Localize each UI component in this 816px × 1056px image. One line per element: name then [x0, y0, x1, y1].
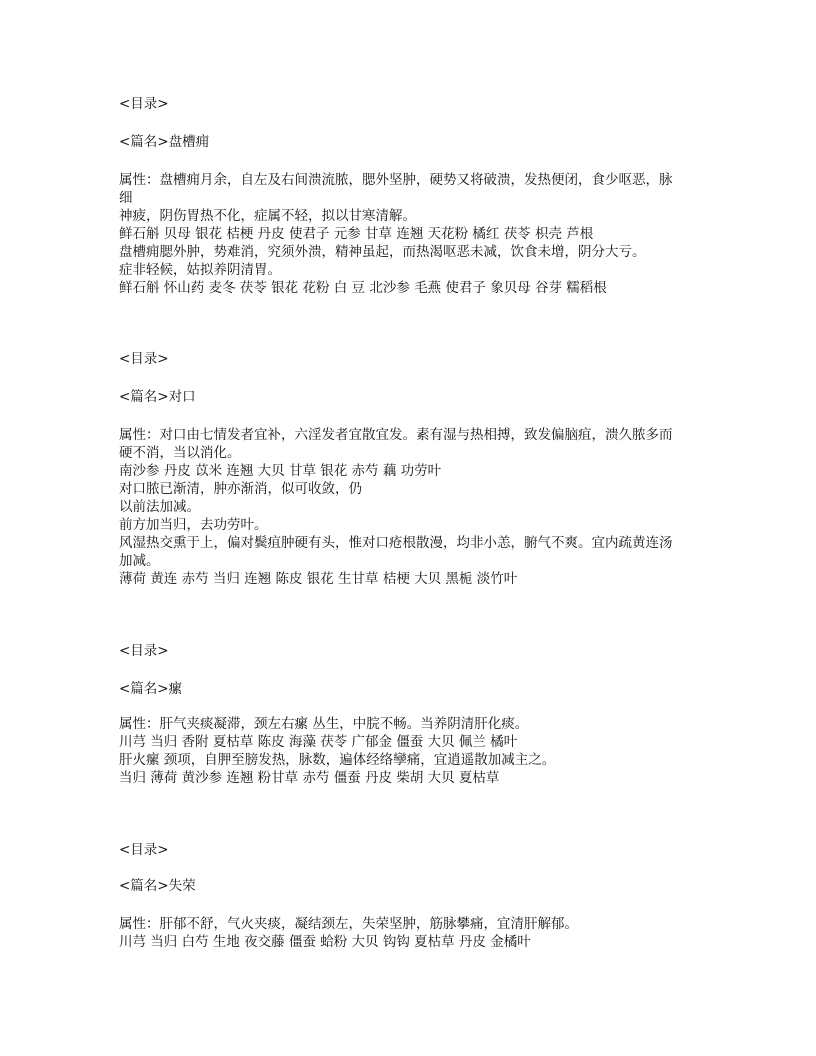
text-line: 盘槽痈腮外肿，势难消，究须外溃，精神虽起，而热渴呕恶未减，饮食未增，阴分大亏。 — [119, 244, 646, 260]
toc-marker: <目录> — [119, 643, 169, 659]
herb-list: 川芎 当归 白芍 生地 夜交藤 僵蚕 蛤粉 大贝 钩钩 夏枯草 丹皮 金橘叶 — [119, 934, 531, 950]
toc-marker: <目录> — [119, 351, 169, 367]
section-title: <篇名>对口 — [119, 389, 196, 405]
herb-list: 川芎 当归 香附 夏枯草 陈皮 海藻 茯苓 广郁金 僵蚕 大贝 佩兰 橘叶 — [119, 734, 518, 750]
herb-list: 鲜石斛 贝母 银花 桔梗 丹皮 使君子 元参 甘草 连翘 天花粉 橘红 茯苓 枳壳 芦根 — [119, 226, 594, 242]
text-line: 症非轻候，姑拟养阴清胃。 — [119, 262, 281, 278]
section-title: <篇名>瘰 — [119, 681, 183, 697]
text-line: 加减。 — [119, 553, 160, 569]
text-line: 硬不消，当以消化。 — [119, 445, 241, 461]
attribute-text: 属性：肝郁不舒，气火夹痰，凝结颈左，失荣坚肿，筋脉攀痛，宜清肝解郁。 — [119, 916, 578, 932]
toc-marker: <目录> — [119, 842, 169, 858]
text-line: 细 — [119, 190, 133, 206]
herb-list: 当归 薄荷 黄沙参 连翘 粉甘草 赤芍 僵蚕 丹皮 柴胡 大贝 夏枯草 — [119, 770, 500, 786]
text-line: 前方加当归，去功劳叶。 — [119, 517, 268, 533]
toc-marker: <目录> — [119, 96, 169, 112]
attribute-text: 属性：肝气夹痰凝滞，颈左右瘰 丛生，中脘不畅。当养阴清肝化痰。 — [119, 716, 529, 732]
section-title: <篇名>盘槽痈 — [119, 134, 210, 150]
herb-list: 南沙参 丹皮 苡米 连翘 大贝 甘草 银花 赤芍 藕 功劳叶 — [119, 463, 442, 479]
text-line: 以前法加减。 — [119, 499, 200, 515]
section-title: <篇名>失荣 — [119, 878, 196, 894]
text-line: 肝火瘰 颈项，自胛至膀发热，脉数，遍体经络孿痛，宜逍遥散加减主之。 — [119, 752, 556, 768]
text-line: 对口脓已渐清，肿亦渐消，似可收敛，仍 — [119, 481, 362, 497]
attribute-text: 属性：盘槽痈月余，自左及右间溃流脓，腮外坚肿，硬势又将破溃，发热便闭，食少呕恶，脉 — [119, 172, 673, 188]
attribute-text: 属性：对口由七情发者宜补，六淫发者宜散宜发。素有湿与热相搏，致发偏脑疽，溃久脓多而 — [119, 427, 673, 443]
herb-list: 薄荷 黄连 赤芍 当归 连翘 陈皮 银花 生甘草 桔梗 大贝 黑栀 淡竹叶 — [119, 571, 518, 587]
text-line: 神疲，阴伤胃热不化，症属不轻，拟以甘寒清解。 — [119, 208, 416, 224]
herb-list: 鲜石斛 怀山药 麦冬 茯苓 银花 花粉 白 豆 北沙参 毛燕 使君子 象贝母 谷芽 糯稻根 — [119, 280, 607, 296]
text-line: 风湿热交熏于上，偏对鬓疽肿硬有头，惟对口疮根散漫，均非小恙，腑气不爽。宜内疏黄连汤 — [119, 535, 673, 551]
